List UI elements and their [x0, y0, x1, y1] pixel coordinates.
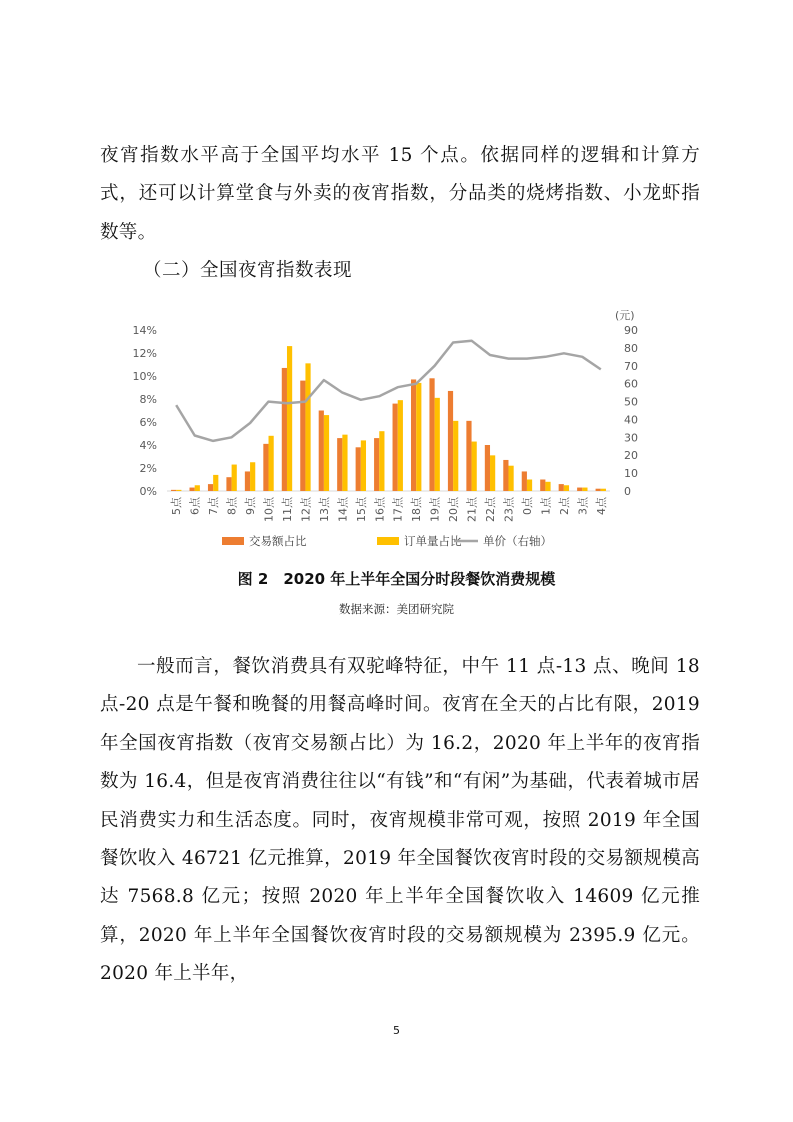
left-axis-tick-label: 4%	[139, 439, 157, 452]
bar-order-share	[545, 482, 550, 491]
right-axis	[615, 309, 638, 498]
unit-price-line	[176, 341, 601, 441]
bar-order-share	[435, 398, 440, 491]
chart-legend	[222, 534, 552, 548]
bar-transaction-share	[356, 447, 361, 491]
bar-transaction-share	[559, 484, 564, 491]
bar-transaction-share	[503, 460, 508, 491]
right-axis-tick-label: 20	[624, 449, 638, 463]
bar-transaction-share	[208, 484, 213, 491]
line-series	[176, 341, 601, 441]
bar-order-share	[176, 490, 181, 491]
left-axis-tick-label: 12%	[132, 347, 157, 360]
right-axis-tick-label: 0	[624, 485, 631, 498]
x-axis-tick-label: 6点	[188, 497, 202, 515]
left-axis	[133, 324, 157, 498]
page-number: 5	[393, 1024, 400, 1037]
left-axis-tick-label: 14%	[132, 324, 157, 337]
bar-transaction-share	[171, 490, 176, 491]
bar-order-share	[601, 489, 606, 491]
x-axis-tick-label: 12点	[299, 497, 313, 522]
x-axis-tick-label: 11点	[280, 497, 294, 522]
bar-transaction-share	[596, 489, 601, 491]
bar-order-share	[379, 431, 384, 491]
x-axis-tick-label: 19点	[428, 497, 442, 522]
bar-order-share	[582, 488, 587, 491]
bar-order-share	[213, 475, 218, 491]
x-axis-tick-label: 18点	[410, 497, 424, 522]
left-axis-tick-label: 6%	[139, 416, 157, 429]
x-axis-tick-label: 10点	[262, 497, 276, 522]
bar-transaction-share	[393, 404, 398, 491]
bar-transaction-share	[522, 471, 527, 491]
x-axis-tick-label: 13点	[317, 497, 331, 522]
bar-transaction-share	[319, 411, 324, 492]
x-axis-tick-label: 20点	[447, 497, 461, 522]
bar-transaction-share	[300, 381, 305, 491]
legend-label: 订单量占比	[404, 534, 462, 548]
left-axis-tick-label: 2%	[139, 462, 157, 475]
x-axis-tick-label: 3点	[576, 497, 590, 515]
figure-source: 数据来源：美团研究院	[339, 602, 454, 616]
right-axis-unit-label: (元)	[615, 309, 635, 322]
bar-order-share	[269, 436, 274, 491]
body-paragraph: 一般而言，餐饮消费具有双驼峰特征，中午 11 点-13 点、晚间 18 点-20 点是午餐和晚餐的用餐高峰时间。夜宵在全天的占比有限，2019 年全国夜宵指数（夜宵交易额占比）为 16.2，2020 年上半年的夜宵指数为 16.4，但是夜宵消费往往以“有钱”和“有闲”为基础，代表着城市居民消费实力和生活态度。同时，夜宵规模非常可观，按照 2019 年全国餐饮收入 46721 亿元推算，2019 年全国餐饮夜宵时段的交易额规模高达 7568.8 亿元；按照 2020 年上半年全国餐饮收入 14609 亿元推算，2020 年上半年全国餐饮夜宵时段的交易额规模为 2395.9 亿元。2020 年上半年，	[100, 656, 700, 985]
bar-order-share	[324, 415, 329, 491]
x-axis-tick-label: 9点	[244, 497, 258, 515]
bar-order-share	[305, 363, 310, 491]
right-axis-tick-label: 30	[624, 431, 638, 445]
left-axis-tick-label: 10%	[132, 370, 157, 383]
bar-transaction-share	[466, 421, 471, 491]
bar-order-share	[361, 440, 366, 491]
bar-order-share	[527, 480, 532, 492]
bar-transaction-share	[282, 368, 287, 491]
bar-transaction-share	[485, 445, 490, 491]
x-axis-tick-label: 7点	[207, 497, 221, 515]
bar-order-share	[490, 455, 495, 491]
bar-order-share	[232, 465, 237, 491]
x-axis-tick-label: 2点	[557, 497, 571, 515]
x-axis-tick-label: 4点	[594, 497, 608, 515]
intro-paragraph: 夜宵指数水平高于全国平均水平 15 个点。依据同样的逻辑和计算方式，还可以计算堂食与外卖的夜宵指数，分品类的烧烤指数、小龙虾指数等。	[100, 145, 700, 243]
right-axis-tick-label: 50	[624, 395, 638, 409]
bar-order-share	[342, 435, 347, 491]
section-heading: （二）全国夜宵指数表现	[143, 260, 353, 281]
bar-transaction-share	[448, 391, 453, 491]
right-axis-tick-label: 80	[624, 341, 638, 355]
bar-transaction-share	[245, 471, 250, 491]
bar-transaction-share	[411, 379, 416, 491]
legend-label: 交易额占比	[249, 534, 307, 548]
bar-transaction-share	[263, 444, 268, 491]
bar-order-share	[250, 462, 255, 491]
x-axis-tick-label: 8点	[225, 497, 239, 515]
legend-swatch	[222, 537, 244, 545]
x-axis-tick-label: 16点	[373, 497, 387, 522]
legend-swatch	[377, 537, 399, 545]
right-axis-tick-label: 40	[624, 413, 638, 427]
x-axis-tick-label: 1点	[539, 497, 553, 515]
x-axis-tick-label: 15点	[354, 497, 368, 522]
bar-order-share	[508, 466, 513, 491]
x-axis-tick-label: 0点	[520, 497, 534, 515]
left-axis-tick-label: 0%	[139, 485, 157, 498]
bar-order-share	[416, 383, 421, 491]
legend-label: 单价（右轴）	[483, 534, 552, 548]
x-axis	[169, 496, 608, 522]
x-axis-tick-label: 17点	[391, 497, 405, 522]
bar-order-share	[472, 442, 477, 491]
bar-transaction-share	[577, 488, 582, 491]
bar-transaction-share	[337, 438, 342, 491]
bar-order-share	[453, 421, 458, 491]
bar-order-share	[287, 346, 292, 491]
x-axis-tick-label: 14点	[336, 497, 350, 522]
bar-order-share	[398, 400, 403, 491]
right-axis-tick-label: 70	[624, 359, 638, 373]
x-axis-tick-label: 21点	[465, 497, 479, 522]
bar-transaction-share	[189, 488, 194, 491]
bar-order-share	[195, 485, 200, 491]
left-axis-tick-label: 8%	[139, 393, 157, 406]
right-axis-tick-label: 60	[624, 377, 638, 391]
figure-caption: 图 2 2020 年上半年全国分时段餐饮消费规模	[237, 570, 556, 588]
bar-order-share	[564, 485, 569, 491]
x-axis-tick-label: 22点	[484, 497, 498, 522]
bar-transaction-share	[226, 477, 231, 491]
bar-transaction-share	[540, 480, 545, 492]
right-axis-tick-label: 90	[624, 324, 638, 337]
bar-series	[171, 346, 606, 491]
bar-transaction-share	[374, 438, 379, 491]
x-axis-tick-label: 23点	[502, 497, 516, 522]
x-axis-tick-label: 5点	[170, 497, 184, 515]
right-axis-tick-label: 10	[624, 467, 638, 481]
bar-transaction-share	[429, 378, 434, 491]
